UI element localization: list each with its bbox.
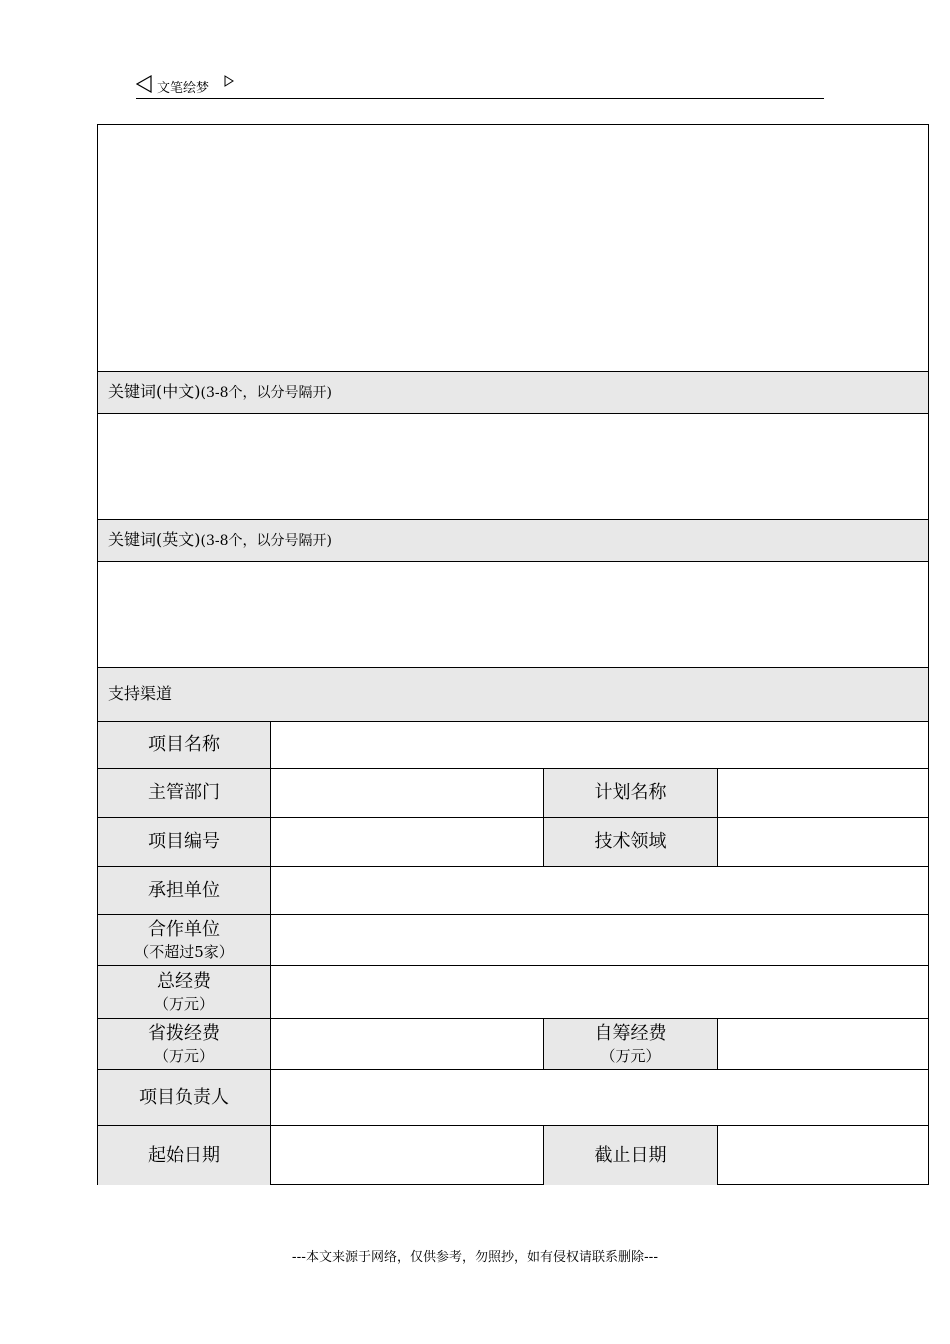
table-row bbox=[98, 914, 928, 965]
triangle-right-icon bbox=[224, 75, 234, 87]
partner-field[interactable] bbox=[271, 915, 928, 965]
dept-label: 主管部门 bbox=[98, 769, 271, 817]
leader-label: 项目负责人 bbox=[98, 1070, 271, 1125]
tech-field-field[interactable] bbox=[718, 818, 928, 866]
partner-cell bbox=[98, 915, 271, 965]
table-row bbox=[98, 721, 928, 768]
start-date-label: 起始日期 bbox=[98, 1126, 271, 1185]
keywords-en-input[interactable] bbox=[98, 561, 928, 667]
table-row bbox=[98, 866, 928, 914]
partner-note: （不超过5家） bbox=[134, 943, 234, 961]
prov-fund-cell bbox=[98, 1019, 271, 1069]
total-fund-unit: （万元） bbox=[153, 995, 214, 1013]
self-fund-unit: （万元） bbox=[600, 1047, 661, 1065]
project-no-field[interactable] bbox=[271, 818, 544, 866]
undertaker-field[interactable] bbox=[271, 867, 928, 914]
keywords-cn-input[interactable] bbox=[98, 413, 928, 519]
table-row bbox=[98, 768, 928, 817]
total-fund-cell bbox=[98, 966, 271, 1018]
self-fund-field[interactable] bbox=[718, 1019, 928, 1069]
plan-name-field[interactable] bbox=[718, 769, 928, 817]
abstract-area[interactable] bbox=[98, 125, 928, 371]
keywords-cn-header bbox=[98, 371, 928, 413]
triangle-left-icon bbox=[136, 75, 152, 93]
keywords-en-hint: (3-8个，以分号隔开) bbox=[200, 533, 332, 549]
plan-name-label: 计划名称 bbox=[544, 769, 718, 817]
project-info-grid bbox=[98, 721, 928, 1185]
partner-label: 合作单位 bbox=[148, 919, 220, 940]
keywords-en-label: 关键词(英文) bbox=[108, 530, 201, 549]
prov-fund-field[interactable] bbox=[271, 1019, 544, 1069]
end-date-label: 截止日期 bbox=[544, 1126, 718, 1185]
end-date-field[interactable] bbox=[718, 1126, 928, 1185]
total-fund-field[interactable] bbox=[271, 966, 928, 1018]
prov-fund-unit: （万元） bbox=[153, 1047, 214, 1065]
self-fund-cell bbox=[544, 1019, 718, 1069]
project-name-field[interactable] bbox=[271, 722, 928, 768]
table-row bbox=[98, 1125, 928, 1185]
keywords-cn-label: 关键词(中文) bbox=[108, 382, 201, 401]
table-row bbox=[98, 817, 928, 866]
prov-fund-label: 省拨经费 bbox=[148, 1023, 220, 1044]
header-title: 文笔绘梦 bbox=[157, 81, 210, 96]
support-channel-header bbox=[98, 667, 928, 721]
form-table bbox=[97, 124, 929, 1185]
page-header bbox=[136, 72, 824, 99]
table-row bbox=[98, 1018, 928, 1069]
start-date-field[interactable] bbox=[271, 1126, 544, 1185]
support-channel-label: 支持渠道 bbox=[108, 684, 173, 703]
tech-field-label: 技术领域 bbox=[544, 818, 718, 866]
project-name-label: 项目名称 bbox=[98, 722, 271, 768]
project-no-label: 项目编号 bbox=[98, 818, 271, 866]
table-row bbox=[98, 1069, 928, 1125]
table-row bbox=[98, 965, 928, 1018]
footer-disclaimer: ---本文来源于网络，仅供参考，勿照抄，如有侵权请联系删除--- bbox=[291, 1250, 659, 1265]
undertaker-label: 承担单位 bbox=[98, 867, 271, 914]
keywords-en-header bbox=[98, 519, 928, 561]
leader-field[interactable] bbox=[271, 1070, 928, 1125]
dept-field[interactable] bbox=[271, 769, 544, 817]
total-fund-label: 总经费 bbox=[157, 971, 211, 992]
keywords-cn-hint: (3-8个，以分号隔开) bbox=[200, 385, 332, 401]
self-fund-label: 自筹经费 bbox=[594, 1023, 667, 1044]
